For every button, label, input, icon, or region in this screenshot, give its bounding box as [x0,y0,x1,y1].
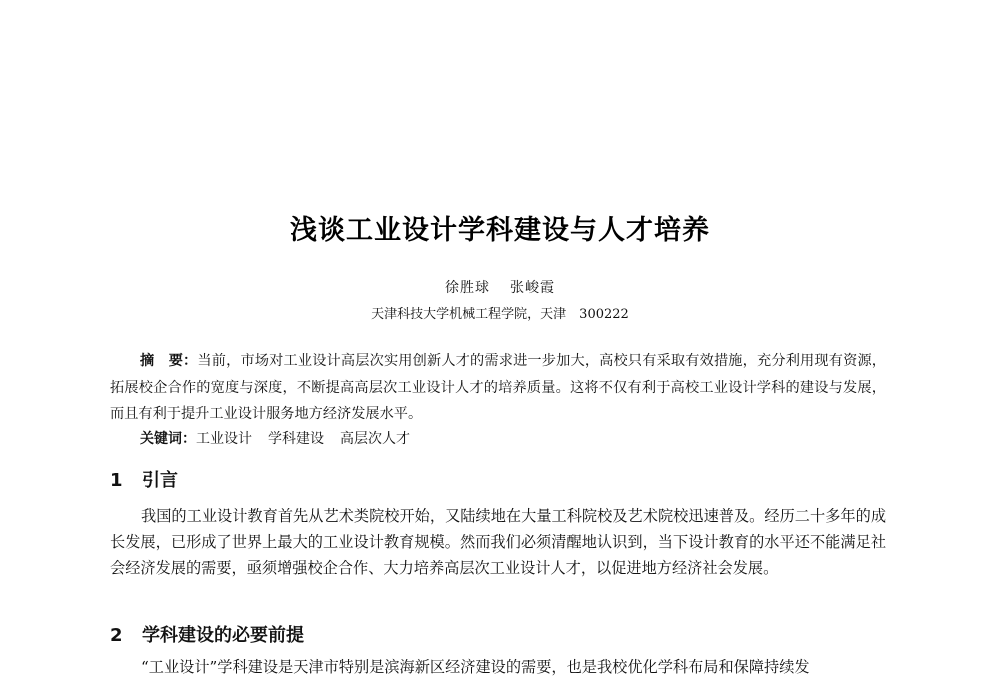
section-number: 2 [110,625,123,646]
abstract-text: 当前，市场对工业设计高层次实用创新人才的需求进一步加大，高校只有采取有效措施，充分利用现有资源，拓展校企合作的宽度与深度，不断提高高层次工业设计人才的培养质量。这将不仅有利于高校工业设计学科的建设与发展，而且有利于提升工业设计服务地方经济发展水平。 [110,353,886,422]
section-title: 学科建设的必要前提 [142,625,304,646]
section-paragraph: 我国的工业设计教育首先从艺术类院校开始，又陆续地在大量工科院校及艺术院校迅速普及。经历二十多年的成长发展，已形成了世界上最大的工业设计教育规模。然而我们必须清醒地认识到，当下设计教育的水平还不能满足社会经济发展的需要，亟须增强校企合作、大力培养高层次工业设计人才，以促进地方经济社会发展。 [110,507,886,577]
affiliation: 天津科技大学机械工程学院，天津 300222 [371,307,629,322]
section-heading [110,621,304,647]
author-name: 张峻霞 [510,280,555,296]
keywords [140,426,426,452]
keywords-label: 关键词： [140,431,196,447]
abstract-label: 摘 要： [140,353,198,369]
section-title: 引言 [142,470,178,491]
keyword: 工业设计 [196,431,252,447]
keyword: 高层次人才 [340,431,410,447]
abstract [110,348,886,428]
section-heading [110,466,178,492]
author-list [0,277,1000,297]
paper-title: 浅谈工业设计学科建设与人才培养 [290,215,710,246]
section-number: 1 [110,470,123,491]
section-paragraph: “工业设计”学科建设是天津市特别是滨海新区经济建设的需要，也是我校优化学科布局和保障持续发 [141,658,810,676]
author-name: 徐胜球 [445,280,490,296]
keyword: 学科建设 [268,431,324,447]
